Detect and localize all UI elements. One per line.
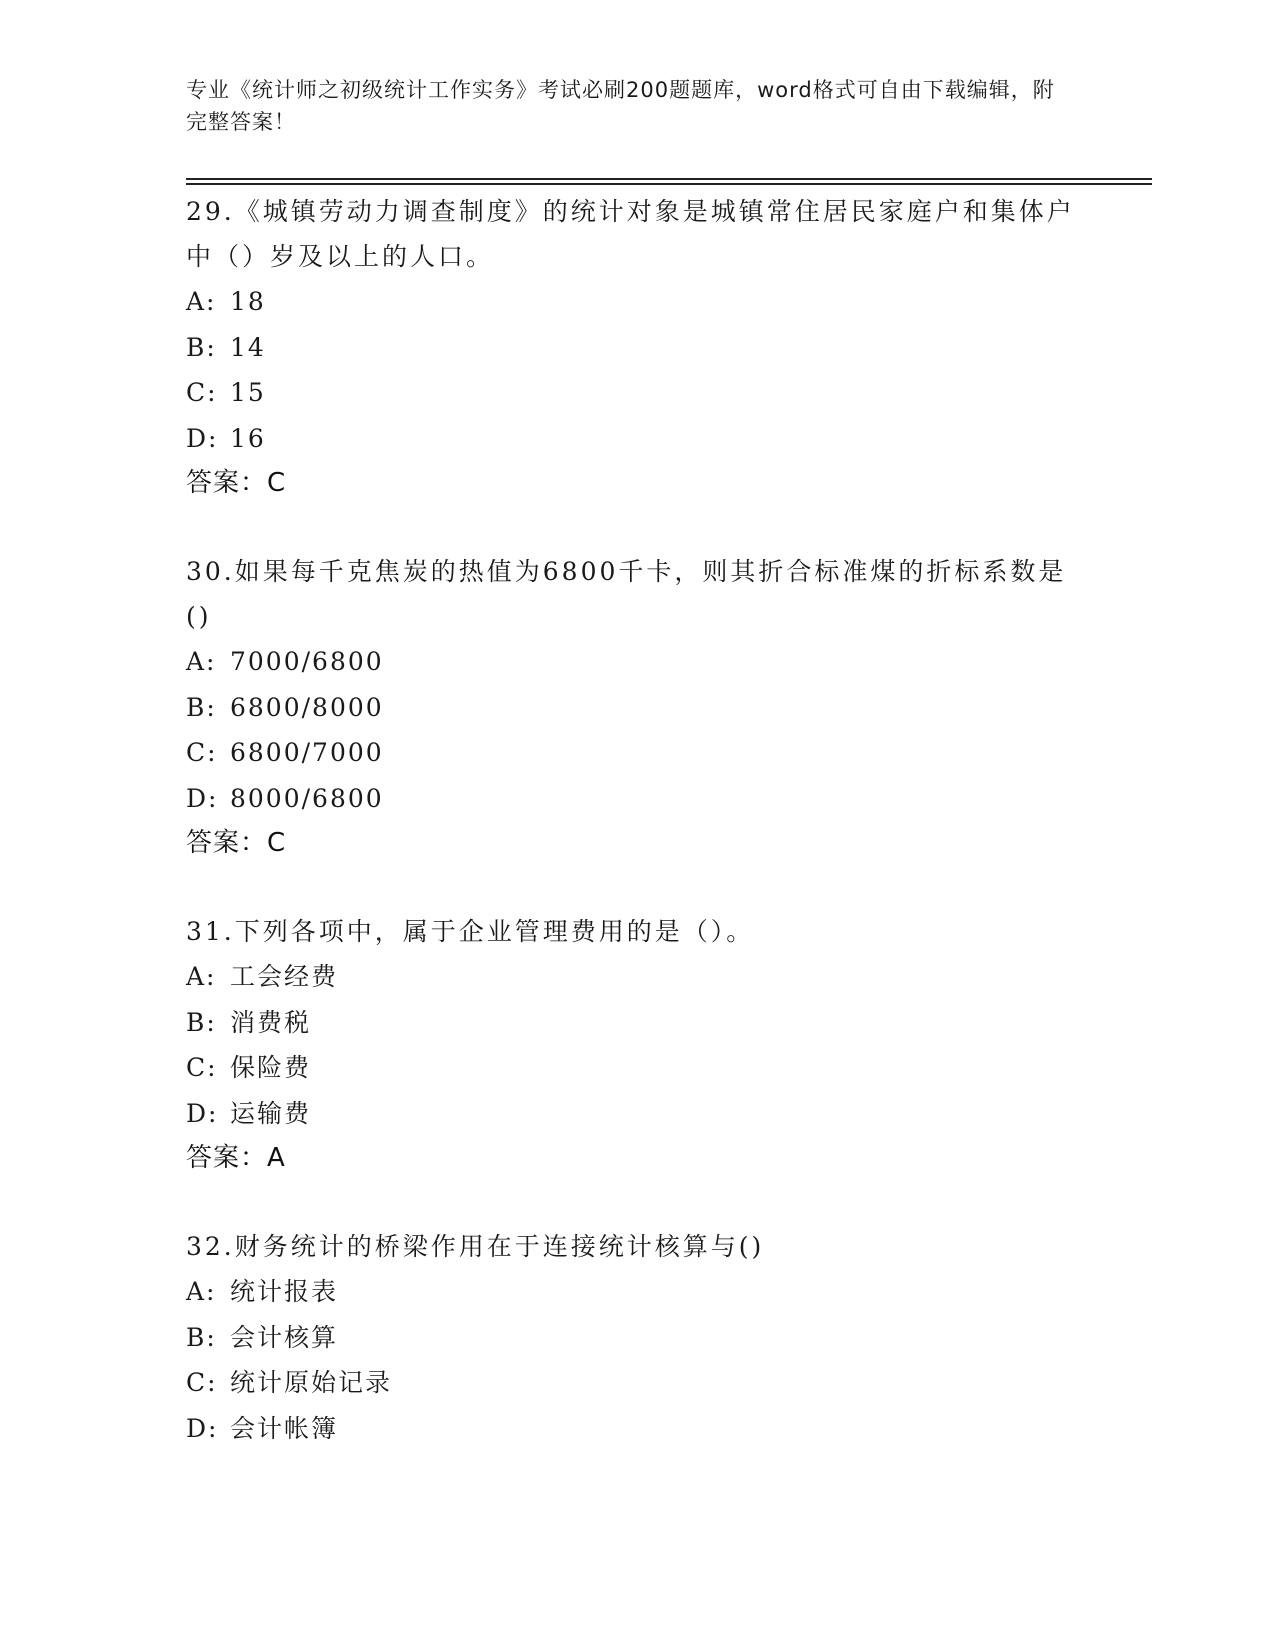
option-a xyxy=(186,279,1086,325)
question-31 xyxy=(186,909,1086,1181)
question-number: 31. xyxy=(186,917,235,946)
option-d xyxy=(186,776,1086,822)
option-value: 统计原始记录 xyxy=(230,1368,393,1397)
option-label: C: xyxy=(186,378,218,407)
option-label: A: xyxy=(186,647,217,676)
option-value: 保险费 xyxy=(230,1053,312,1082)
header-rule-top xyxy=(186,178,1152,180)
option-c xyxy=(186,1360,1086,1406)
option-label: D: xyxy=(186,423,219,453)
option-label: C: xyxy=(186,1368,218,1397)
option-d xyxy=(186,1406,1086,1452)
option-value: 16 xyxy=(230,423,266,453)
option-b xyxy=(186,325,1086,371)
option-label: B: xyxy=(186,332,217,362)
question-stem: 下列各项中，属于企业管理费用的是（）。 xyxy=(234,917,755,946)
question-number: 29. xyxy=(186,197,235,226)
option-value: 6800/8000 xyxy=(230,692,384,722)
option-value: 消费税 xyxy=(230,1007,312,1037)
option-label: B: xyxy=(186,1322,217,1352)
option-d xyxy=(186,416,1086,462)
question-stem: 《城镇劳动力调查制度》的统计对象是城镇常住居民家庭户和集体户中（）岁及以上的人口。 xyxy=(186,197,1075,271)
option-label: D: xyxy=(186,1098,219,1128)
question-text xyxy=(186,909,1086,954)
option-label: A: xyxy=(186,962,217,991)
option-b xyxy=(186,1000,1086,1046)
option-value: 14 xyxy=(230,332,266,362)
answer: 答案：C xyxy=(186,828,287,858)
option-label: A: xyxy=(186,1277,217,1306)
question-number: 30. xyxy=(186,557,235,586)
question-stem: 如果每千克焦炭的热值为6800千卡，则其折合标准煤的折标系数是() xyxy=(186,557,1067,631)
option-label: D: xyxy=(186,1413,219,1443)
option-value: 运输费 xyxy=(230,1098,312,1128)
option-b xyxy=(186,685,1086,731)
option-value: 8000/6800 xyxy=(230,783,384,813)
answer: 答案：C xyxy=(186,468,287,498)
option-d xyxy=(186,1091,1086,1137)
option-value: 15 xyxy=(230,378,266,407)
option-value: 工会经费 xyxy=(230,962,339,991)
option-label: B: xyxy=(186,1007,217,1037)
option-value: 会计帐簿 xyxy=(230,1413,339,1443)
option-label: D: xyxy=(186,783,219,813)
question-32 xyxy=(186,1224,1086,1451)
option-c xyxy=(186,370,1086,416)
question-stem: 财务统计的桥梁作用在于连接统计核算与() xyxy=(234,1232,765,1261)
option-label: C: xyxy=(186,738,218,767)
question-text xyxy=(186,549,1086,639)
header-rule-bottom xyxy=(186,183,1152,185)
question-29 xyxy=(186,189,1086,506)
option-value: 6800/7000 xyxy=(230,738,384,767)
option-value: 统计报表 xyxy=(230,1277,339,1306)
option-value: 18 xyxy=(230,287,266,316)
question-30 xyxy=(186,549,1086,866)
option-label: C: xyxy=(186,1053,218,1082)
option-a xyxy=(186,954,1086,1000)
question-text xyxy=(186,1224,1086,1269)
option-label: A: xyxy=(186,287,217,316)
question-number: 32. xyxy=(186,1232,235,1261)
option-c xyxy=(186,1045,1086,1091)
document-header: 专业《统计师之初级统计工作实务》考试必刷200题题库，word格式可自由下载编辑，附完整答案！ xyxy=(186,78,1055,134)
option-b xyxy=(186,1315,1086,1361)
answer: 答案：A xyxy=(186,1143,286,1173)
option-label: B: xyxy=(186,692,217,722)
option-value: 会计核算 xyxy=(230,1322,339,1352)
option-c xyxy=(186,730,1086,776)
option-value: 7000/6800 xyxy=(230,647,384,676)
option-a xyxy=(186,639,1086,685)
option-a xyxy=(186,1269,1086,1315)
question-text xyxy=(186,189,1086,279)
